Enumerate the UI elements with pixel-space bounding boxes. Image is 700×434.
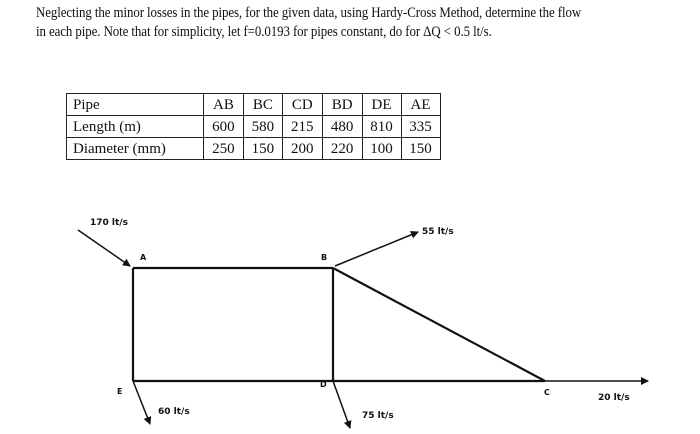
table-cell: 480	[322, 116, 362, 138]
table-cell: 220	[322, 138, 362, 160]
table-cell: AB	[204, 94, 244, 116]
node-label-e: E	[117, 387, 123, 396]
row-header: Length (m)	[67, 116, 204, 138]
outflow-arrow-b	[335, 232, 418, 266]
table-cell: CD	[282, 94, 322, 116]
node-label-c: C	[544, 388, 550, 397]
node-label-b: B	[321, 253, 328, 262]
row-header: Diameter (mm)	[67, 138, 204, 160]
node-label-d: D	[320, 380, 327, 389]
flow-label-outflow-d: 75 lt/s	[362, 411, 394, 421]
table-cell: 150	[401, 138, 440, 160]
table-cell: DE	[362, 94, 401, 116]
table-cell: 215	[282, 116, 322, 138]
row-header: Pipe	[67, 94, 204, 116]
table-cell: 600	[204, 116, 244, 138]
table-cell: 100	[362, 138, 401, 160]
table-cell: 200	[282, 138, 322, 160]
flow-label-inflow-a: 170 lt/s	[90, 218, 128, 228]
table-cell: 810	[362, 116, 401, 138]
flow-label-outflow-b: 55 lt/s	[422, 227, 454, 237]
table-cell: 335	[401, 116, 440, 138]
outflow-arrow-e	[133, 381, 150, 424]
table-cell: BD	[322, 94, 362, 116]
flow-label-outflow-e: 60 lt/s	[158, 407, 190, 417]
inflow-arrow-a	[78, 230, 130, 266]
pipe-bc	[333, 268, 545, 381]
table-cell: 150	[243, 138, 282, 160]
flow-label-outflow-c: 20 lt/s	[598, 393, 630, 403]
table-cell: 250	[204, 138, 244, 160]
problem-line-2: in each pipe. Note that for simplicity, let f=0.0193 for pipes constant, do for ΔQ < 0.5 lt/s.	[36, 24, 492, 40]
table-cell: BC	[243, 94, 282, 116]
outflow-arrow-d	[333, 381, 350, 428]
problem-line-1: Neglecting the minor losses in the pipes, for the given data, using Hardy-Cross Method, determine the flow	[36, 5, 582, 21]
node-label-a: A	[140, 253, 147, 262]
table-cell: AE	[401, 94, 440, 116]
table-cell: 580	[243, 116, 282, 138]
